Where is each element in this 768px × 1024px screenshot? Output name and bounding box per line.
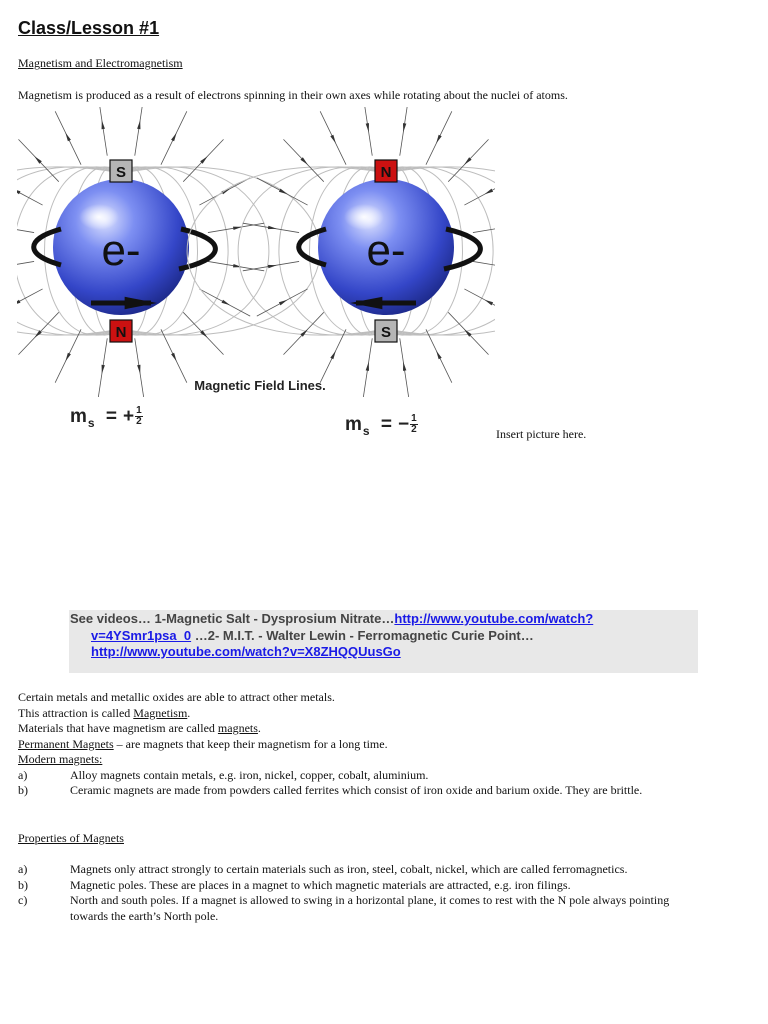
page-title: Class/Lesson #1 (18, 18, 160, 38)
equals-sign: = (105, 406, 117, 427)
video-link-1[interactable]: http://www.youtube.com/watch? (394, 611, 594, 626)
term-permanent-magnets: Permanent Magnets (18, 736, 114, 751)
list-text: Alloy magnets contain metals, e.g. iron, nickel, copper, cobalt, aluminium. (70, 767, 429, 782)
fraction (135, 406, 143, 427)
term-modern-magnets: Modern magnets: (18, 752, 103, 766)
text: . (187, 705, 191, 720)
field-arrow (171, 133, 177, 142)
text: – are magnets that keep their magnetism for a long time. (113, 736, 388, 751)
list-item (18, 878, 688, 894)
list-item (18, 862, 688, 878)
field-line (17, 289, 43, 316)
properties-heading: Properties of Magnets (18, 831, 124, 845)
field-arrow (171, 353, 177, 362)
spin-symbol: m (70, 406, 87, 427)
list-text: Magnetic poles. These are places in a magnet to which magnetic materials are attracted, e.g. iron filings. (70, 877, 571, 892)
field-arrow (484, 189, 493, 195)
spin-symbol: m (345, 414, 362, 435)
intro-paragraph: Magnetism is produced as a result of electrons spinning in their own axes while rotating about the nuclei of atoms. (18, 88, 568, 102)
field-arrow (137, 365, 140, 374)
spin-equation-plus (70, 406, 143, 428)
field-lines-caption: Magnetic Field Lines. (194, 378, 326, 393)
list-label: b) (18, 783, 28, 797)
electron-label: e- (101, 226, 141, 275)
videos-intro-text: See videos… 1-Magnetic Salt - Dysprosium Nitrate… (70, 611, 395, 626)
paragraph-line (18, 721, 688, 737)
video-line-1 (70, 611, 690, 628)
field-line (363, 107, 372, 156)
fraction-denominator: 2 (411, 424, 417, 436)
field-arrow (330, 135, 336, 144)
field-arrow (222, 300, 231, 306)
field-line (17, 178, 43, 205)
field-arrow (17, 300, 20, 306)
field-arrow (279, 189, 288, 195)
fraction-numerator: 1 (411, 413, 417, 425)
video-line-3 (70, 644, 690, 661)
field-arrow (436, 135, 442, 144)
field-arrow (403, 123, 406, 132)
field-arrow (268, 265, 277, 268)
magnets-section (18, 690, 688, 799)
video-links-box (69, 610, 698, 673)
list-item (18, 768, 688, 784)
video-link-2[interactable]: http://www.youtube.com/watch?v=X8ZHQQUusGo (91, 644, 401, 659)
text: . (257, 721, 261, 735)
field-arrow (102, 120, 105, 129)
field-arrow (233, 264, 242, 267)
list-label: a) (18, 767, 28, 782)
list-label: b) (18, 877, 28, 892)
field-arrow (65, 353, 71, 362)
spin-sign: − (397, 414, 410, 435)
electron-label: e- (366, 226, 406, 275)
field-arrow (330, 351, 336, 360)
field-arrow (366, 123, 369, 132)
fraction-denominator: 2 (136, 416, 142, 428)
field-arrow (268, 226, 277, 229)
pole-label: N (115, 324, 127, 341)
videos-middle-text: …2- M.I.T. - Walter Lewin - Ferromagnetic Curie Point… (191, 627, 534, 643)
insert-picture-placeholder: Insert picture here. (496, 427, 587, 441)
field-arrow (65, 133, 71, 142)
spin-subscript: s (362, 424, 370, 438)
properties-list (18, 862, 688, 924)
equals-sign: = (380, 414, 392, 435)
magnetic-field-diagram (17, 107, 495, 397)
list-item (18, 893, 688, 924)
field-arrow (17, 189, 20, 195)
paragraph-line (18, 706, 688, 722)
paragraph-line (18, 752, 688, 768)
video-line-2 (70, 628, 690, 645)
field-arrow (137, 120, 140, 129)
list-text: North and south poles. If a magnet is allowed to swing in a horizontal plane, it comes to rest with the N pole always pointing towards the earth’s North pole. (70, 893, 670, 923)
list-label: a) (18, 862, 28, 876)
spin-sign: + (122, 406, 135, 427)
paragraph-line: Certain metals and metallic oxides are able to attract other metals. (18, 690, 335, 704)
term-magnets: magnets (217, 721, 258, 735)
field-arrow (436, 351, 442, 360)
pole-label: S (115, 164, 127, 181)
field-line (400, 107, 409, 156)
video-link-1-continued[interactable]: v=4YSmr1psa_0 (91, 627, 192, 643)
list-item (18, 783, 688, 799)
paragraph-line (18, 737, 688, 753)
text: This attraction is called (18, 705, 134, 720)
spin-equation-minus (345, 414, 418, 436)
field-arrow (403, 362, 406, 371)
section-subtitle: Magnetism and Electromagnetism (18, 56, 183, 70)
field-arrow (484, 300, 493, 306)
text: Materials that have magnetism are called (18, 721, 218, 735)
pole-label: S (380, 324, 392, 341)
field-arrow (366, 362, 369, 371)
field-line (98, 107, 107, 156)
field-line (17, 261, 34, 270)
list-text: Ceramic magnets are made from powders called ferrites which consist of iron oxide and barium oxide. They are brittle. (70, 783, 643, 797)
field-line (17, 223, 34, 232)
spin-subscript: s (87, 416, 95, 430)
fraction-numerator: 1 (136, 405, 142, 417)
field-line (135, 107, 144, 156)
fraction (410, 414, 418, 435)
list-text: Magnets only attract strongly to certain materials such as iron, steel, cobalt, nickel, which are called ferromagnetics. (70, 862, 628, 876)
term-magnetism: Magnetism (133, 705, 188, 720)
field-arrow (102, 365, 105, 374)
field-arrow (279, 300, 288, 306)
pole-label: N (380, 164, 392, 181)
list-label: c) (18, 893, 28, 907)
